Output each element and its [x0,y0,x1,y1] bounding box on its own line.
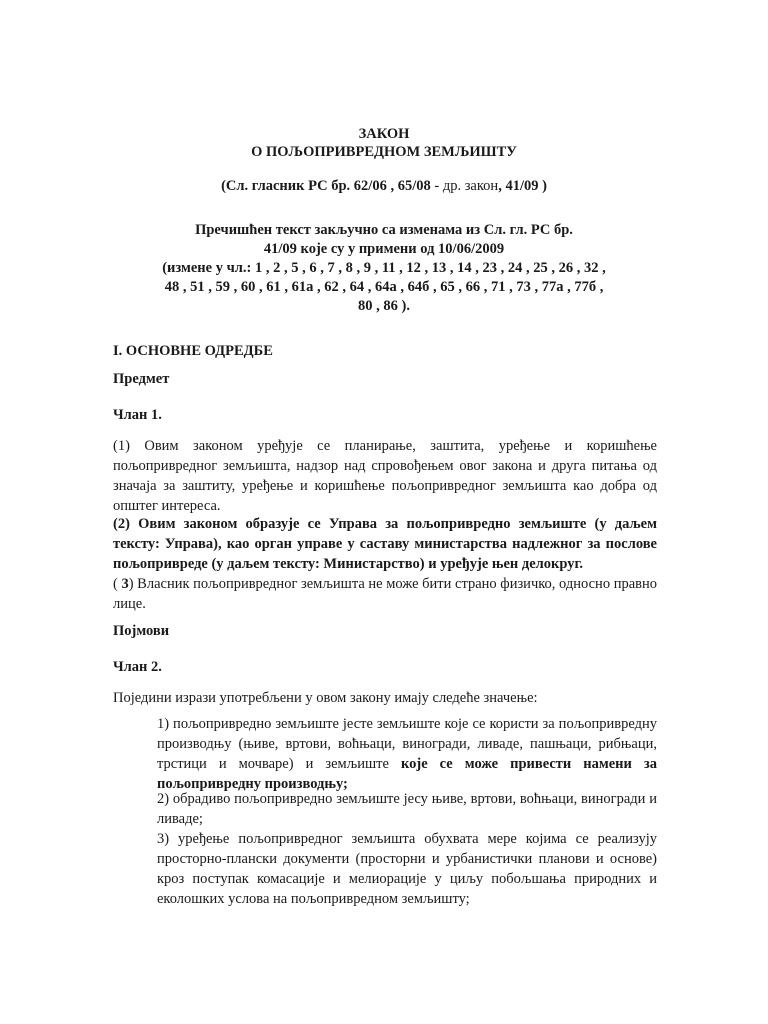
item-1-bold-text: које се може привести намени за пољопривредну производњу; [157,756,657,792]
subject-heading: Предмет [113,371,170,387]
gazette-numbers: (Сл. гласник РС бр. 62/06 , 65/08 [221,178,431,194]
consolidated-line-4: 48 , 51 , 59 , 60 , 61 , 61а , 62 , 64 , 64а , 64б , 65 , 66 , 71 , 73 , 77а , 77б , [164,279,604,295]
consolidated-line-3: (измене у чл.: 1 , 2 , 5 , 6 , 7 , 8 , 9 , 11 , 12 , 13 , 14 , 23 , 24 , 25 , 26 , 32 , [162,260,606,276]
law-title: ЗАКОН [358,126,410,142]
article-2-heading: Члан 2. [113,659,162,675]
article-1-paragraph-3 [113,574,657,614]
definition-item-1 [157,714,657,794]
section-heading: I. ОСНОВНЕ ОДРЕДБЕ [113,343,273,359]
law-subtitle: О ПОЉОПРИВРЕДНОМ ЗЕМЉИШТУ [251,144,517,160]
definition-item-3: 3) уређење пољопривредног земљишта обухвата мере којима се реализују просторно-плански документи (просторни и урбанистички планови и основе) кроз поступак комасације и мелиорације у циљу побољшања природних и еколошких услова на пољопривредном земљишту; [157,831,657,907]
gazette-other-law: - др. закон [430,178,499,194]
consolidated-line-1: Пречишћен текст закључно са изменама из Сл. гл. РС бр. [195,222,573,238]
paragraph-3-number: 3 [121,576,129,592]
paragraph-3-open: ( [113,576,122,592]
article-1-heading: Члан 1. [113,407,162,423]
item-1-text: 1) пољопривредно земљиште јесте земљиште које се користи за пољопривредну производњу (њиве, вртови, воћњаци, виногради, ливаде, пашњаци, рибњаци, трстици и мочваре) и земљиште [157,716,657,772]
consolidated-line-5: 80 , 86 ). [358,298,410,314]
gazette-amendment: , 41/09 ) [498,178,547,194]
paragraph-3-text: ) Власник пољопривредног земљишта не може бити страно физичко, односно правно лице. [113,576,657,612]
terms-heading: Појмови [113,623,170,639]
consolidated-text-note [120,221,648,316]
article-1-paragraph-1: (1) Овим законом уређује се планирање, заштита, уређење и коришћење пољопривредног земљишта, надзор над спровођењем овог закона и друга питања од значаја за заштиту, уређење и коришћење пољопривредног земљишта као добра од општег интереса. [113,438,657,514]
article-2-intro: Поједини изрази употребљени у овом закону имају следеће значење: [113,690,538,706]
article-1-paragraph-2: (2) Овим законом образује се Управа за пољопривредно земљиште (у даљем тексту: Управа), као орган управе у саставу министарства надлежног за послове пољопривреде (у даљем тексту: Министарство) и уређује њен делокруг. [113,516,657,572]
consolidated-line-2: 41/09 које су у примени од 10/06/2009 [263,241,505,257]
gazette-reference [0,176,768,196]
definition-item-2: 2) обрадиво пољопривредно земљиште јесу њиве, вртови, воћњаци, виногради и ливаде; [157,791,657,827]
